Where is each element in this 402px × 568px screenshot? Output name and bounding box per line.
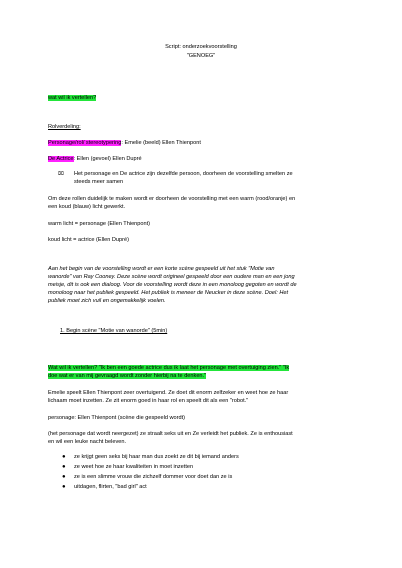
paragraph-personage-2: en wil een leuke nacht beleven.: [48, 439, 127, 445]
italic-line-5: publiek moet zich vuil en ongemakkelijk voelen.: [48, 298, 166, 304]
document-title: Script: onderzoekvoorstelling: [165, 44, 237, 50]
roles-heading: Rolverdeling:: [48, 124, 81, 130]
bullet-icon: ●: [62, 474, 66, 480]
role-personage-text: : Emelie (beeld) Ellen Thienpont: [121, 140, 201, 146]
bullet-item: uitdagen, flirten, "bad girl" act: [74, 484, 147, 490]
question-line-1-highlight: Wat wil ik vertellen? "Ik ben een goede actrice dus ik laat het personage met overtuiging zien." "Ik: [48, 365, 290, 371]
section-heading: 1. Begin scène "Motie van wanorde" (5min): [60, 328, 168, 334]
point-line-1: Het personage en De actrice zijn dezelfde persoon, doorheen de voorstelling smelten ze: [74, 171, 293, 177]
bullet-icon: ●: [62, 464, 66, 470]
cold-light-line: koud licht = actrice (Ellen Dupré): [48, 237, 129, 243]
role-actrice: [48, 156, 364, 164]
paragraph-light-2: een koud (blauw) licht gewerkt.: [48, 204, 126, 210]
bullet-item: ze krijgt geen seks bij haar man dus zoekt ze dit bij iemand anders: [74, 454, 239, 460]
point-line-2: steeds meer samen: [74, 179, 124, 185]
question-line-1: [48, 365, 364, 373]
italic-line-2: wanorde" van Ray Cooney. Deze scène wordt origineel gespeeld door een oudere man en een jong: [48, 274, 295, 280]
italic-line-4: monoloog naar het publiek gespeeld. Het publiek is meneer de Neucker in deze scène. Doel: Het: [48, 290, 289, 296]
role-actrice-text: : Ellen (gevoel) Ellen Dupré: [73, 156, 142, 162]
role-actrice-label: De Actrice: [48, 156, 74, 162]
question-highlight: wat wil ik vertellen?: [48, 95, 97, 101]
paragraph-emelie-2: lichaam moet inzetten. Ze zit enorm goed in haar rol en speelt dit als een "robot.": [48, 398, 249, 404]
warm-light-line: warm licht = personage (Ellen Thienpont): [48, 221, 151, 227]
question-line-2-highlight: doe wat er van mij gevraagd wordt zonder hierbij na te denken.": [48, 373, 207, 379]
role-personage-label: Personage/rol/ stereotypering: [48, 140, 122, 146]
bullet-icon: ●: [62, 484, 66, 490]
paragraph-personage-1: (het personage dat wordt neergezet) ze straalt seks uit en Ze verleidt het publiek. Ze is enthousiast: [48, 431, 293, 437]
personage-line: personage: Ellen Thienpont (scène die gespeeld wordt): [48, 415, 186, 421]
paragraph-emelie-1: Emelie speelt Ellen Thienpont zeer overtuigend. Ze doet dit enorm zelfzeker en weet hoe ze haar: [48, 390, 289, 396]
bullet-icon: ●: [62, 454, 66, 460]
checkbox-symbol-icon: ⌧: [58, 171, 64, 177]
question-heading: [48, 95, 364, 103]
document-subtitle: "GENOEG": [186, 53, 216, 59]
bullet-item: ze is een slimme vrouw die zichzelf dommer voor doet dan ze is: [74, 474, 233, 480]
question-line-2: [48, 373, 364, 381]
paragraph-light-1: Om deze rollen duidelijk te maken wordt er doorheen de voorstelling met een warm (rood/oranje) en: [48, 196, 296, 202]
role-personage: [48, 140, 364, 148]
italic-line-1: Aan het begin van de voorstelling wordt er een korte scène gespeeld uit het stuk "Motie van: [48, 266, 275, 272]
italic-line-3: meisje, dit is ook een dialoog. Voor de voorstelling wordt deze in een monoloog gegoten en wordt de: [48, 282, 297, 288]
bullet-item: ze weet hoe ze haar kwaliteiten in moet inzetten: [74, 464, 194, 470]
